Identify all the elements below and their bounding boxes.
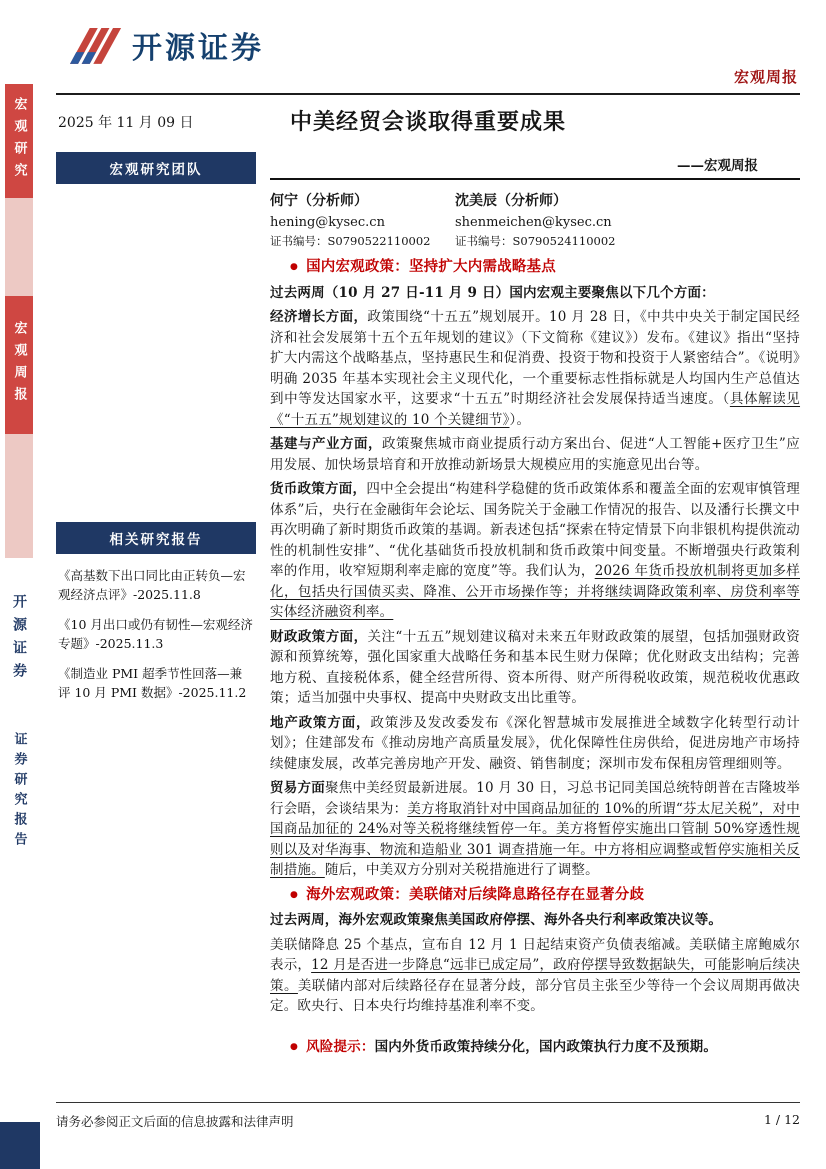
text-segment: 财政政策方面， (270, 628, 368, 645)
analyst-email: shenmeichen@kysec.cn (455, 215, 612, 230)
divider-rule (270, 178, 800, 180)
analyst-name: 何宁（分析师） (270, 193, 368, 209)
edge-label-macro-research: 宏观研究 (5, 84, 33, 198)
section-heading-text: 国内宏观政策：坚持扩大内需战略基点 (306, 258, 556, 275)
content-blocks (270, 257, 800, 1057)
bullet-icon: ● (290, 1041, 299, 1052)
team-box: 宏观研究团队 (56, 152, 256, 184)
body-paragraph (270, 627, 800, 709)
body-paragraph (270, 307, 800, 430)
text-segment: 美方将取消针对中国商品加征的 10%的所谓“芬太尼关税”，对中国商品加征的 24%对等关税将继续暂停一年。美方将暂停实施出口管制 50%穿透性规则以及对华海事、物流和造船业 301 调查措施一年。中方将相应调整或暂停实施相关反制措施。 (270, 800, 800, 878)
section-heading (270, 257, 800, 278)
body-paragraph (270, 935, 800, 1017)
analyst-cert: 证书编号：S0790522110002 (270, 234, 431, 248)
text-segment: 经济增长方面， (270, 309, 368, 325)
body-paragraph (270, 778, 800, 881)
text-segment: 货币政策方面， (270, 481, 367, 497)
masthead (56, 0, 800, 95)
analyst-email: hening@kysec.cn (270, 215, 385, 230)
text-segment: 美联储降息 25 个基点，宣布自 12 月 1 日起结束资产负债表缩减。美联储主席鲍威尔表示， (270, 936, 800, 973)
logo-text: 开源证券 (132, 31, 264, 66)
bullet-icon: ● (290, 889, 299, 900)
related-report-item[interactable]: 《制造业 PMI 超季节性回落—兼评 10 月 PMI 数据》-2025.11.2 (58, 666, 247, 700)
left-column (56, 150, 256, 713)
text-segment: 2026 年货币投放机制将更加多样化，包括央行国债买卖、降准、公开市场操作等；并将继续调降政策利率、房贷利率等实体经济融资利率。 (270, 563, 800, 620)
text-segment: 基建与产业方面， (270, 436, 382, 452)
text-segment: 政策聚焦城市商业提质行动方案出台、促进“人工智能+医疗卫生”应用发展、加快场景培育和开放推动新场景大规模应用的实施意见出台等。 (270, 436, 800, 473)
page-title: 中美经贸会谈取得重要成果 (289, 109, 566, 135)
logo-mark-icon (70, 22, 122, 68)
related-report-item[interactable]: 《10 月出口或仍有韧性—宏观经济专题》-2025.11.3 (58, 617, 253, 651)
text-segment: 政策涉及发改委发布《深化智慧城市发展推进全域数字化转型行动计划》；住建部发布《推动房地产高质量发展》，优化保障性住房供给，促进房地产市场持续健康发展，改革完善房地产开发、融资、销售制度；深圳市发布保租房管理细则等。 (270, 714, 800, 772)
text-segment: 四中全会提出“构建科学稳健的货币政策体系和覆盖全面的宏观审慎管理体系”后，央行在金融街年会论坛、国务院关于金融工作情况的报告、以及潘行长撰文中再次明确了新时期货币政策的基调。新表述包括“探索在特定情景下向非银机构提供流动性的机制性安排”、“优化基础货币投放机制和货币政策中间变量。不断增强央行政策利率的作用，收窄短期利率走廊的宽度”等。我们认为， (270, 481, 800, 579)
related-reports-list (56, 566, 256, 702)
text-segment: 聚焦中美经贸最新进展。10 月 30 日，习总书记同美国总统特朗普在吉隆坡举行会晤，会谈结果为： (270, 780, 800, 817)
text-segment: 贸易方面 (270, 780, 325, 796)
masthead-report-type: 宏观周报 (733, 68, 798, 86)
analyst-cert: 证书编号：S0790524110002 (455, 234, 616, 248)
page-number: 1 / 12 (763, 1112, 800, 1127)
section-intro: 过去两周（10 月 27 日-11 月 9 日）国内宏观主要聚焦以下几个方面： (270, 284, 715, 301)
analyst-card (455, 190, 800, 249)
brand-logo (70, 22, 264, 68)
section-intro: 过去两周，海外宏观政策聚焦美国政府停摆、海外各央行利率政策决议等。 (270, 912, 723, 928)
risk-note (270, 1037, 800, 1058)
page-footer (56, 1102, 800, 1168)
edge-brand-subtitle: 证券研究报告 (11, 732, 27, 852)
footer-disclaimer: 请务必参阅正文后面的信息披露和法律声明 (56, 1114, 294, 1129)
report-subtitle: ——宏观周报 (677, 158, 758, 174)
main-column (270, 150, 800, 1057)
related-report-item[interactable]: 《高基数下出口同比由正转负—宏观经济点评》-2025.11.8 (58, 568, 246, 602)
related-reports-section (56, 522, 256, 702)
analyst-card (270, 190, 455, 249)
title-row (56, 95, 800, 150)
risk-text: 国内外货币政策持续分化，国内政策执行力度不及预期。 (374, 1038, 718, 1055)
edge-brand-name: 开源证券 (11, 594, 27, 686)
risk-label: 风险提示： (306, 1038, 375, 1055)
text-segment: 美联储内部对后续路径存在显著分歧，部分官员主张至少等待一个会议周期再做决定。欧央行、日本央行均维持基准利率不变。 (270, 977, 801, 1014)
text-segment: 12 月是否进一步降息“远非已成定局”，政府停摆导致数据缺失，可能影响后续决策。 (270, 957, 800, 994)
body-paragraph (270, 479, 800, 623)
edge-corner-block (0, 1122, 40, 1169)
text-segment: 地产政策方面， (270, 714, 371, 731)
text-segment: 具体解读见《“十五五”规划建议的 10 个关键细节》 (270, 391, 801, 428)
section-heading (270, 885, 800, 906)
text-segment: 关注“十五五”规划建议稿对未来五年财政政策的展望，包括加强财政资源和预算统筹，强化国家重大战略任务和基本民生财力保障；优化财政支出结构；完善地方税、直接税体系，健全经营所得、资本所得、财产所得税收政策，规范税收优惠政策；适当加强中央事权、提高中央财政支出比重等。 (270, 628, 801, 706)
text-segment: 随后，中美双方分别对关税措施进行了调整。 (324, 862, 599, 878)
section-heading-text: 海外宏观政策：美联储对后续降息路径存在显著分歧 (306, 885, 645, 903)
body-paragraph (270, 713, 800, 775)
bullet-icon: ● (290, 262, 299, 272)
analyst-block (270, 190, 800, 249)
text-segment: ）。 (509, 411, 531, 428)
report-date: 2025 年 11 月 09 日 (58, 115, 194, 131)
analyst-name: 沈美辰（分析师） (455, 193, 567, 209)
text-segment: 政策围绕“十五五”规划展开。10 月 28 日，《中共中央关于制定国民经济和社会发展第十五个五年规划的建议》（下文简称《建议》）发布。《建议》指出“坚持扩大内需这个战略基点，坚持惠民生和促消费、投资于物和投资于人紧密结合”。《说明》明确 2035 年基本实现社会主义现代化，一个重要标志性指标就是人均国内生产总值达到中等发达国家水平，这要求“十五五”时期经济社会发展保持适当速度。（ (270, 309, 801, 407)
related-reports-box: 相关研究报告 (56, 522, 256, 554)
body-paragraph (270, 434, 800, 475)
edge-label-macro-weekly: 宏观周报 (5, 296, 33, 434)
